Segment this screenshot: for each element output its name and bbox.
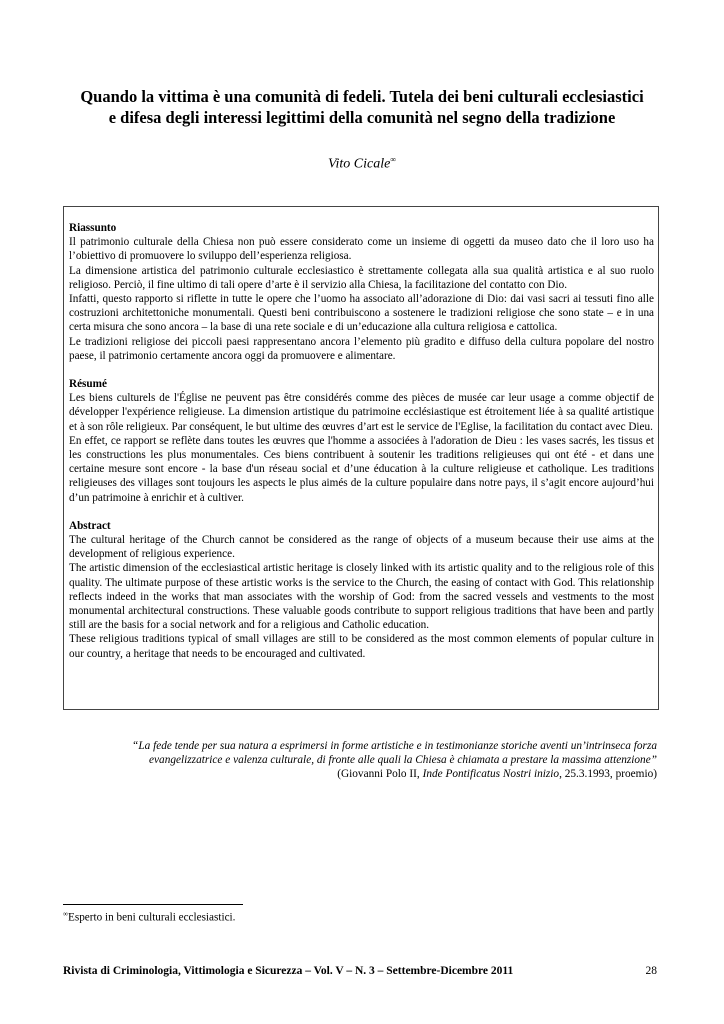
title-line-1: Quando la vittima è una comunità di fedeli. Tutela dei beni culturali ecclesiastici <box>80 87 644 106</box>
author-line <box>0 155 724 173</box>
riassunto-heading: Riassunto <box>69 222 117 234</box>
footnote-mark: ∞ <box>63 910 68 918</box>
abstract-section <box>69 519 654 661</box>
epigraph-quote <box>63 739 657 781</box>
author-name: Vito Cicale <box>327 156 391 172</box>
riassunto-paragraph: La dimensione artistica del patrimonio culturale ecclesiastico è strettamente collegata alla sua qualità artistica e al suo ruolo religioso. Perciò, il fine ultimo di tali opere d’arte è il servizio alla Chiesa, la facilitazione del contatto con Dio. <box>69 264 654 291</box>
abstract-paragraph: The cultural heritage of the Church cannot be considered as the range of objects of a museum because their use aims at the development of religious experience. <box>69 534 654 561</box>
journal-citation: Rivista di Criminologia, Vittimologia e Sicurezza – Vol. V – N. 3 – Settembre-Dicembre 2011 <box>63 965 514 977</box>
quote-source-work: Inde Pontificatus Nostri inizio <box>422 768 560 780</box>
footnote-text: Esperto in beni culturali ecclesiastici. <box>68 911 236 924</box>
abstract-heading: Abstract <box>69 519 111 532</box>
quote-line-2: evangelizzatrice e valenza culturale, di fronte alle quali la Chiesa è chiamata a prestare la massima attenzione” <box>149 754 657 766</box>
resume-section <box>69 377 654 505</box>
footnote <box>63 910 235 924</box>
page-number: 28 <box>645 965 657 977</box>
resume-heading: Résumé <box>69 378 107 391</box>
abstract-paragraph: The artistic dimension of the ecclesiastical artistic heritage is closely linked with its artistic quality and to the religious role of this quality. The ultimate purpose of these artistic works is the service to the Church, the easing of contact with God. This relationship reflects indeed in the works that man associates with the worship of God: from the sacred vessels and vestments to the most monumental architectural constructions. These valuable goods contribute to support religious traditions that have been and partly still are the basis for a social network and for a religious and Catholic education. <box>69 562 654 632</box>
quote-source-suffix: , 25.3.1993, proemio) <box>559 768 657 780</box>
riassunto-paragraph: Il patrimonio culturale della Chiesa non può essere considerato come un insieme di oggetti da museo dato che il loro uso ha l’obiettivo di promuovere lo sviluppo dell’esperienza religiosa. <box>69 236 654 263</box>
quote-line-1: “La fede tende per sua natura a esprimersi in forme artistiche e in testimonianze storiche aventi un’intrinseca forza <box>132 740 657 752</box>
riassunto-section <box>69 221 654 363</box>
title-line-2: e difesa degli interessi legittimi della comunità nel segno della tradizione <box>108 108 616 127</box>
resume-paragraph: En effet, ce rapport se reflète dans toutes les œuvres que l'homme a associées à l'adoration de Dieu : les vases sacrés, les tissus et les constructions les plus monumentales. Ces biens contribuent à soutenir les traditions religieuses qui ont été - et dans une certaine mesure sont encore - la base d'un réseau social et d’une éducation à la culture religieuse et catholique. Les traditions religieuses des villages sont toujours les aspects le plus aimés de la culture populaire dans notre pays, il s’agit encore aujourd’hui d’un patrimoine à enrichir et à cultiver. <box>69 434 654 504</box>
page-footer <box>63 965 657 977</box>
riassunto-paragraph: Infatti, questo rapporto si riflette in tutte le opere che l’uomo ha associato all’adorazione di Dio: dai vasi sacri ai tessuti fino alle costruzioni architettoniche monumentali. Questi beni contribuiscono a sostenere le tradizioni religiose che sono state – e in una certa misura che sono ancora – la base di una rete sociale e di un’educazione alla cultura religiosa e cattolica. <box>69 293 654 334</box>
abstract-paragraph: These religious traditions typical of small villages are still to be considered as the most common elements of popular culture in our country, a heritage that needs to be encouraged and cultivated. <box>69 633 654 660</box>
quote-source <box>63 767 657 781</box>
quote-source-prefix: (Giovanni Polo II, <box>337 768 423 780</box>
abstract-box <box>63 206 659 710</box>
footnote-divider <box>63 904 243 905</box>
article-title <box>40 86 684 128</box>
riassunto-paragraph: Le tradizioni religiose dei piccoli paesi rappresentano ancora l’elemento più gradito e diffuso della cultura popolare del nostro paese, il patrimonio certamente ancora oggi da promuovere e alimentare. <box>69 335 654 362</box>
resume-paragraph: Les biens culturels de l'Église ne peuvent pas être considérés comme des pièces de musée car leur usage a comme objectif de développer l'expérience religieuse. La dimension artistique du patrimoine ecclésiastique est étroitement liée à sa qualité artistique et à son rôle religieux. Par conséquent, le but ultime des œuvres d’art est le service de l'Eglise, la facilitation du contact avec Dieu. <box>69 392 654 433</box>
author-footnote-mark[interactable]: ∞ <box>390 155 397 164</box>
